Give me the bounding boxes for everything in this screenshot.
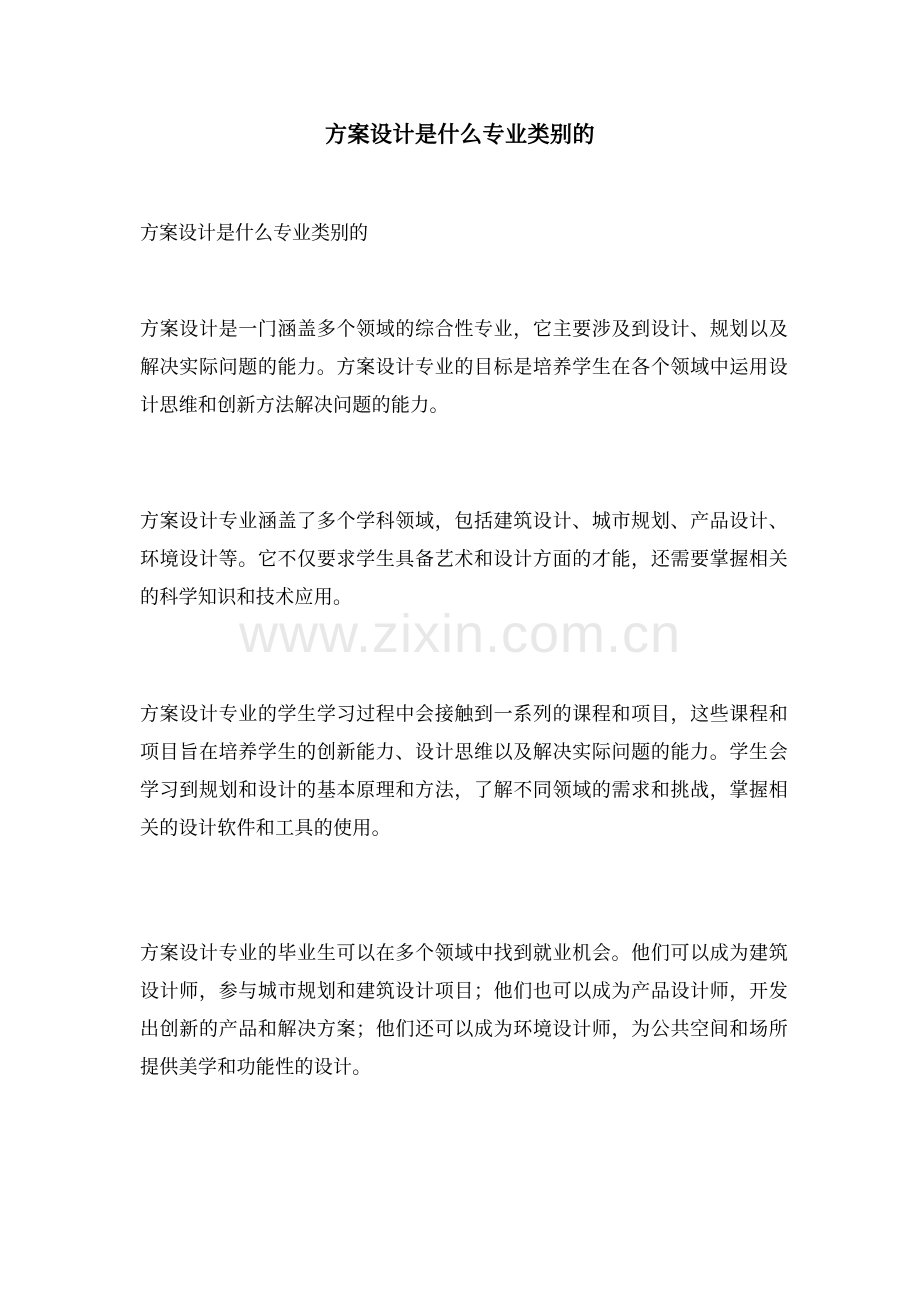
document-title: 方案设计是什么专业类别的 [324,122,595,148]
paragraph: 方案设计是一门涵盖多个领域的综合性专业，它主要涉及到设计、规划以及解决实际问题的能力。方案设计专业的目标是培养学生在各个领域中运用设计思维和创新方法解决问题的能力。 [140,318,788,416]
paragraph: 方案设计专业的学生学习过程中会接触到一系列的课程和项目，这些课程和项目旨在培养学生的创新能力、设计思维以及解决实际问题的能力。学生会学习到规划和设计的基本原理和方法，了解不同领域的需求和挑战，掌握相关的设计软件和工具的使用。 [140,703,788,839]
document-subtitle: 方案设计是什么专业类别的 [140,222,369,244]
paragraph: 方案设计专业涵盖了多个学科领域，包括建筑设计、城市规划、产品设计、环境设计等。它不仅要求学生具备艺术和设计方面的才能，还需要掌握相关的科学知识和技术应用。 [140,510,788,608]
watermark: www.zixin.com.cn [238,604,682,664]
paragraph: 方案设计专业的毕业生可以在多个领域中找到就业机会。他们可以成为建筑设计师，参与城市规划和建筑设计项目；他们也可以成为产品设计师，开发出创新的产品和解决方案；他们还可以成为环境设计师，为公共空间和场所提供美学和功能性的设计。 [140,942,788,1078]
